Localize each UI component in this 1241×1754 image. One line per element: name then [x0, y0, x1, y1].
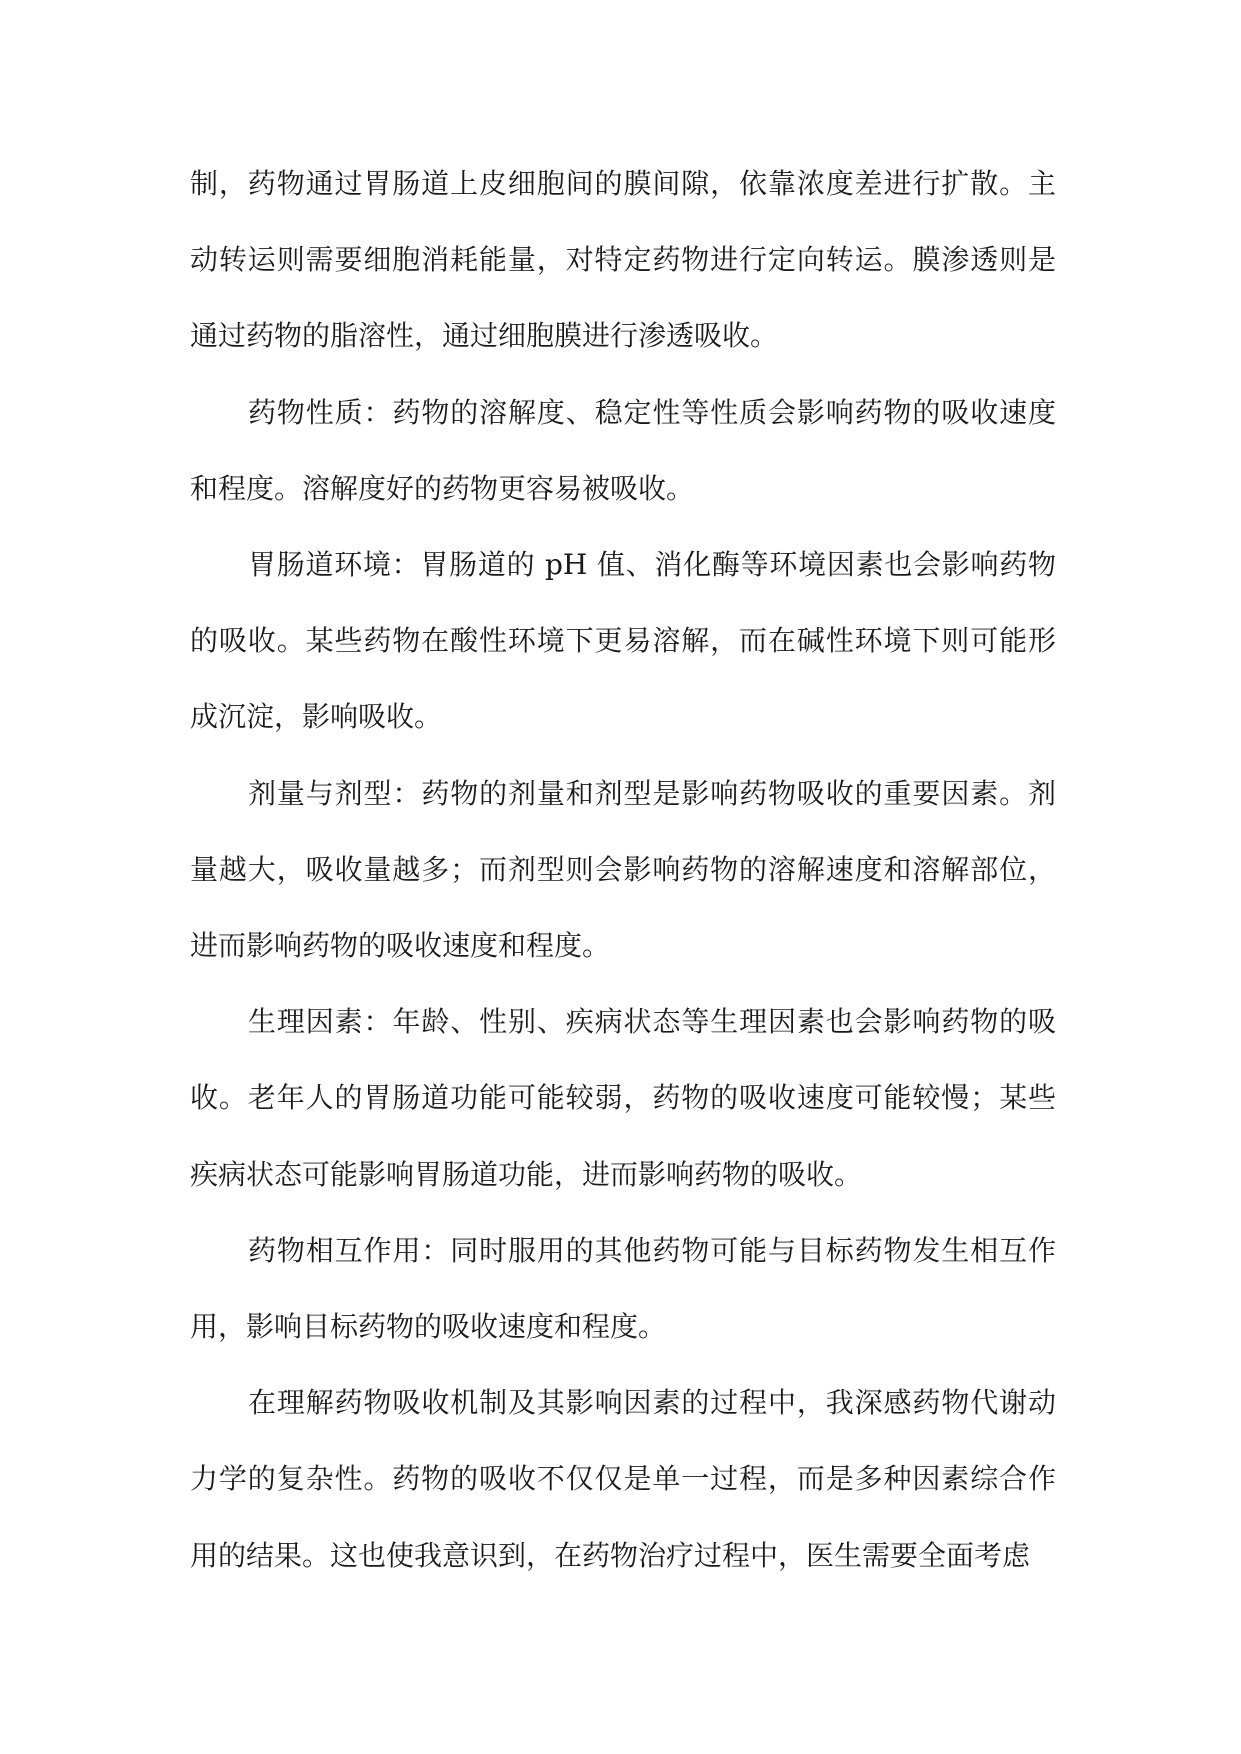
paragraph-dose-and-form: 剂量与剂型：药物的剂量和剂型是影响药物吸收的重要因素。剂量越大，吸收量越多；而剂型则会影响药物的溶解速度和溶解部位，进而影响药物的吸收速度和程度。 — [190, 776, 1056, 963]
paragraph-physiological-factors: 生理因素：年龄、性别、疾病状态等生理因素也会影响药物的吸收。老年人的胃肠道功能可能较弱，药物的吸收速度可能较慢；某些疾病状态可能影响胃肠道功能，进而影响药物的吸收。 — [190, 1005, 1056, 1191]
paragraph-gi-environment: 胃肠道环境：胃肠道的 pH 值、消化酶等环境因素也会影响药物的吸收。某些药物在酸性环境下更易溶解，而在碱性环境下则可能形成沉淀，影响吸收。 — [190, 548, 1056, 734]
paragraph-mechanism-continued: 制，药物通过胃肠道上皮细胞间的膜间隙，依靠浓度差进行扩散。主动转运则需要细胞消耗能量，对特定药物进行定向转运。膜渗透则是通过药物的脂溶性，通过细胞膜进行渗透吸收。 — [190, 167, 1056, 353]
document-body — [190, 146, 1056, 1594]
paragraph-reflection: 在理解药物吸收机制及其影响因素的过程中，我深感药物代谢动力学的复杂性。药物的吸收不仅仅是单一过程，而是多种因素综合作用的结果。这也使我意识到，在药物治疗过程中，医生需要全面考虑 — [190, 1386, 1056, 1572]
paragraph-drug-properties: 药物性质：药物的溶解度、稳定性等性质会影响药物的吸收速度和程度。溶解度好的药物更容易被吸收。 — [190, 395, 1056, 505]
paragraph-drug-interactions: 药物相互作用：同时服用的其他药物可能与目标药物发生相互作用，影响目标药物的吸收速度和程度。 — [190, 1233, 1056, 1344]
